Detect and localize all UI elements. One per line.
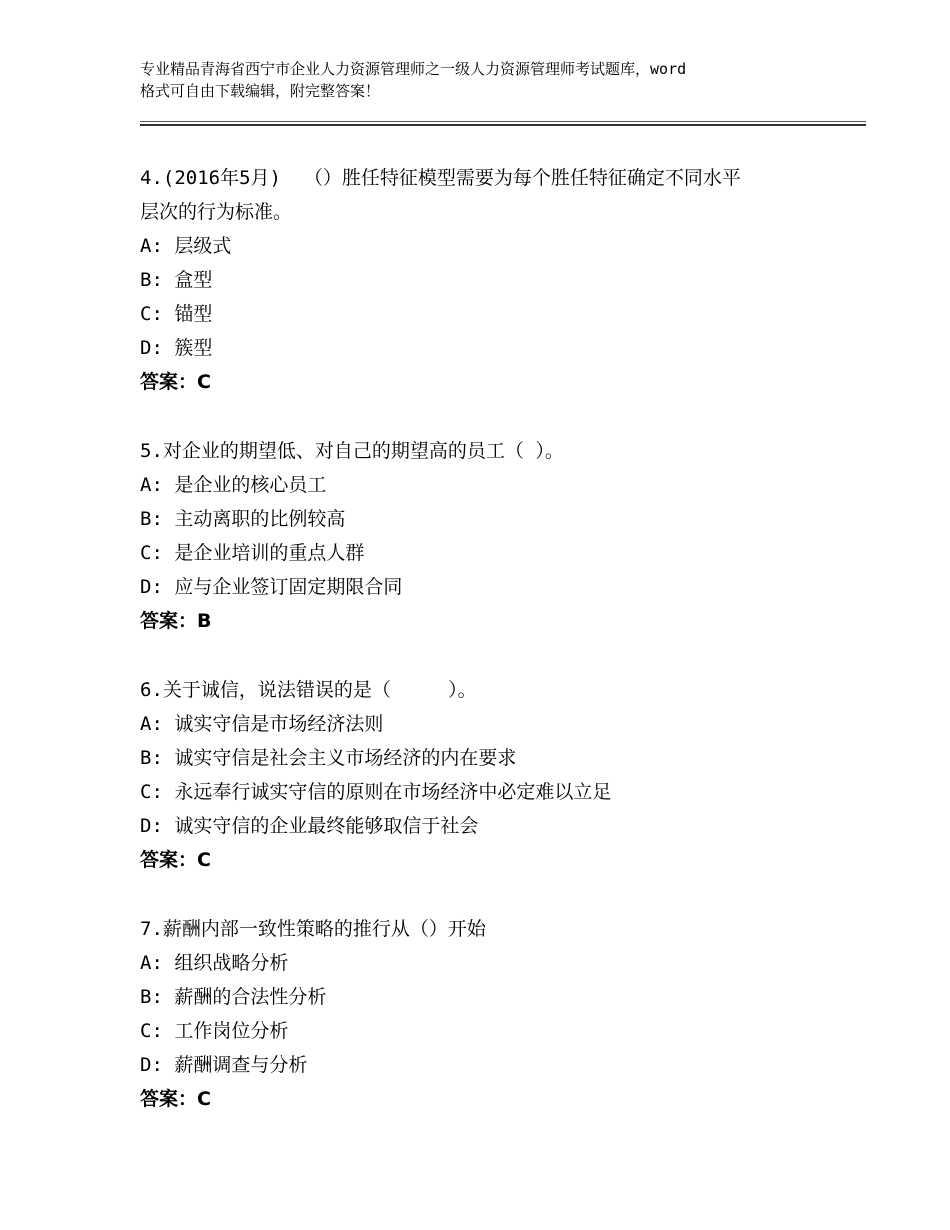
answer-line: 答案：C — [140, 849, 211, 871]
option-d: D: 诚实守信的企业最终能够取信于社会 — [140, 815, 479, 837]
option-a: A: 层级式 — [140, 235, 232, 257]
question-stem: 7.薪酬内部一致性策略的推行从（）开始 — [140, 918, 486, 940]
header-rule-thin — [140, 121, 866, 122]
option-d: D: 应与企业签订固定期限合同 — [140, 576, 403, 598]
option-c: C: 是企业培训的重点人群 — [140, 542, 365, 564]
document-header: 专业精品青海省西宁市企业人力资源管理师之一级人力资源管理师考试题库，word 格式可自由下载编辑，附完整答案！ — [140, 60, 687, 100]
question-stem: 4.(2016年5月) （）胜任特征模型需要为每个胜任特征确定不同水平 — [140, 167, 741, 189]
option-b: B: 诚实守信是社会主义市场经济的内在要求 — [140, 747, 517, 769]
option-b: B: 盒型 — [140, 269, 213, 291]
question-stem: 层次的行为标准。 — [140, 201, 293, 223]
question-stem: 5.对企业的期望低、对自己的期望高的员工（ ）。 — [140, 440, 564, 462]
option-d: D: 薪酬调查与分析 — [140, 1054, 308, 1076]
option-b: B: 薪酬的合法性分析 — [140, 986, 327, 1008]
option-c: C: 工作岗位分析 — [140, 1020, 289, 1042]
option-a: A: 诚实守信是市场经济法则 — [140, 713, 384, 735]
answer-line: 答案：C — [140, 371, 211, 393]
option-c: C: 永远奉行诚实守信的原则在市场经济中必定难以立足 — [140, 781, 612, 803]
option-c: C: 锚型 — [140, 303, 213, 325]
header-rule-thick — [140, 124, 866, 126]
answer-line: 答案：B — [140, 610, 212, 632]
option-d: D: 簇型 — [140, 337, 213, 359]
question-stem: 6.关于诚信，说法错误的是（ ）。 — [140, 679, 477, 701]
option-b: B: 主动离职的比例较高 — [140, 508, 346, 530]
answer-line: 答案：C — [140, 1088, 211, 1110]
option-a: A: 是企业的核心员工 — [140, 474, 327, 496]
option-a: A: 组织战略分析 — [140, 952, 289, 974]
